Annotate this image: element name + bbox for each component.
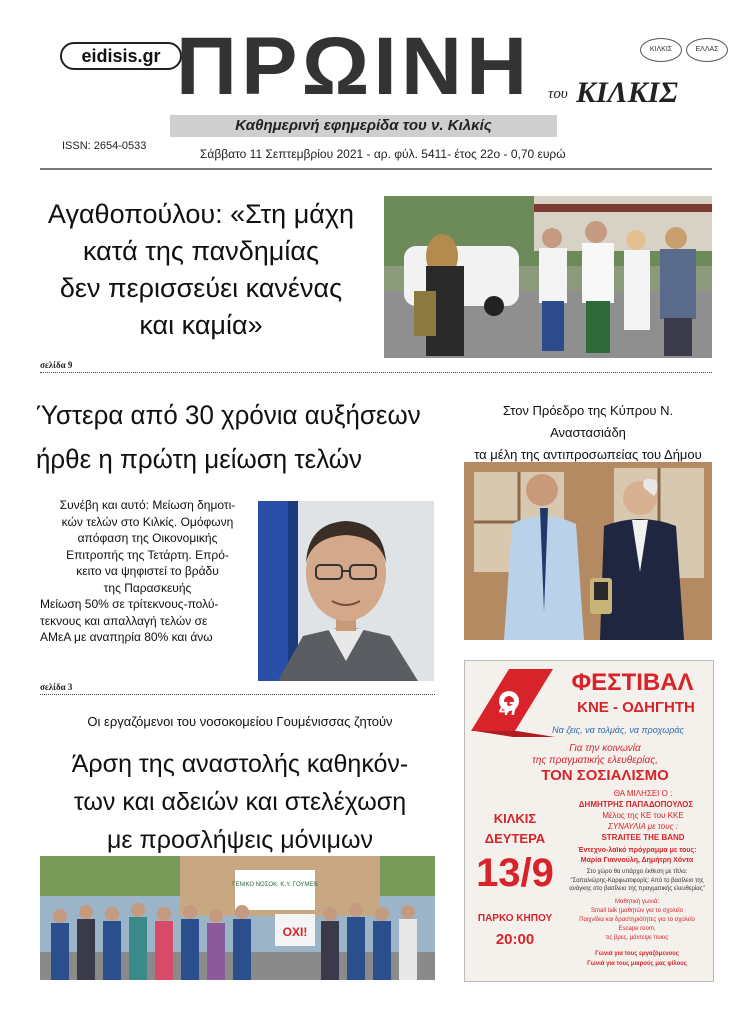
ad-performers: Μαρία Γιαννούλη, Δημήτρη Χόντα bbox=[580, 857, 694, 864]
ad-venue: ΠΑΡΚΟ ΚΗΠΟΥ bbox=[477, 913, 553, 924]
masthead-divider bbox=[40, 168, 712, 170]
story1-headline[interactable]: Αγαθοπούλου: «Στη μάχη κατά της πανδημίας δεν περισσεύει κανένας και καμία» bbox=[47, 199, 355, 340]
story3-banner-text: ΓΕΝΙΚΟ ΝΟΣΟΚ. Κ.Υ. ΓΟΥΜΕΝ bbox=[232, 882, 318, 888]
ad-cause: Για την κοινωνία bbox=[569, 743, 641, 754]
ad-book-event: Στο χώρο θα υπάρχει έκθεση με τίτλο: bbox=[586, 869, 688, 875]
cyprus-caption[interactable]: Στον Πρόεδρο της Κύπρου Ν. Αναστασιάδη τα μέλη της αντιπροσωπείας του Δήμου bbox=[474, 403, 702, 462]
festival-ad[interactable] bbox=[464, 660, 714, 982]
ad-day: ΔΕΥΤΕΡΑ bbox=[484, 831, 546, 846]
title-tou: του bbox=[548, 86, 568, 102]
story3-kicker: Οι εργαζόμενοι του νοσοκομείου Γουμένισσας ζητούν bbox=[87, 714, 393, 729]
ad-quiz: τις βρες, μάντεψε ποιος bbox=[605, 935, 669, 941]
ad-date: 13/9 bbox=[476, 851, 554, 895]
ad-program: Έντεχνο-λαϊκό πρόγραμμα με τους: bbox=[577, 847, 697, 854]
ad-speaker-role: Μέλος της ΚΕ του ΚΚΕ bbox=[602, 811, 684, 820]
story3-photo[interactable] bbox=[40, 856, 435, 980]
story2-page-ref[interactable]: σελίδα 3 bbox=[40, 682, 73, 692]
divider bbox=[40, 372, 712, 373]
title-place: ΚΙΛΚΙΣ bbox=[576, 76, 678, 109]
ad-students: Μαθητική γωνιά: bbox=[614, 899, 659, 905]
ad-food: Γωνιά για τους εργαζόμενους bbox=[595, 951, 679, 957]
ad-speaker: ΔΗΜΗΤΡΗΣ ΠΑΠΑΔΟΠΟΥΛΟΣ bbox=[578, 800, 694, 809]
divider bbox=[40, 694, 435, 695]
cyprus-photo[interactable] bbox=[464, 462, 712, 640]
postal-stamp-icon: ΕΛΛΑΣ bbox=[686, 38, 728, 62]
story3-headline[interactable]: Άρση της αναστολής καθηκόν- των και αδειών και στελέχωση με προσλήψεις μόνιμων bbox=[71, 750, 409, 854]
ad-talk: Small talk (μαθητών για το σχολείο bbox=[591, 908, 683, 914]
ad-food: Γωνιά για τους μικρούς μας φίλους bbox=[587, 961, 687, 967]
ad-city: ΚΙΛΚΙΣ bbox=[493, 811, 537, 826]
tagline: Καθημερινή εφημερίδα του ν. Κιλκίς bbox=[170, 115, 557, 137]
ad-time: 20:00 bbox=[495, 931, 535, 948]
ad-speaker-intro: ΘΑ ΜΙΛΗΣΕΙ Ο : bbox=[613, 789, 673, 798]
newspaper-title: ΠΡΩΙΝΗ bbox=[176, 21, 532, 112]
ad-book-title: "Σαπαλιώρης-Καρφωτοφορίς: Από το βασίλειο της ανάγκης στο βασίλειο της πραγματικής ελευθερίας" bbox=[569, 878, 705, 892]
story1-page-ref[interactable]: σελίδα 9 bbox=[40, 360, 73, 370]
postal-stamp-icon: ΚΙΛΚΙΣ bbox=[640, 38, 682, 62]
ad-concert: ΣΥΝΑΥΛΙΑ με τους : bbox=[608, 822, 678, 831]
svg-text:ΟΧΙ!: ΟΧΙ! bbox=[282, 925, 308, 939]
site-logo[interactable]: eidisis.gr bbox=[60, 42, 182, 70]
ad-slogan: Να ζεις, να τολμάς, να προχωράς bbox=[552, 725, 684, 735]
ad-games: Παιχνίδια και δραστηριότητες για το σχολείο bbox=[579, 917, 695, 923]
ad-cause: της πραγματικής ελευθερίας, bbox=[532, 755, 658, 766]
story2-body: Συνέβη και αυτό: Μείωση δημοτι- κών τελών στο Κιλκίς. Ομόφωνη απόφαση της Οικονομικής Επιτροπής της Τετάρτη. Επρό- κειτο να ψηφιστεί το βράδυ της Παρασκευής Μείωση 50% σε τρίτεκνους-πολύ- τεκνους και απαλλαγή τελών σε ΑΜεΑ με αναπηρία 80% και άνω bbox=[40, 498, 236, 644]
ad-number: 47 bbox=[498, 699, 520, 719]
story2-portrait[interactable] bbox=[258, 501, 434, 681]
ad-cause: ΤΟΝ ΣΟΣΙΑΛΙΣΜΟ bbox=[541, 767, 669, 784]
story2-headline[interactable]: Ύστερα από 30 χρόνια αυξήσεων ήρθε η πρώτη μείωση τελών bbox=[36, 400, 421, 474]
issn: ISSN: 2654-0533 bbox=[62, 140, 147, 152]
dateline: Σάββατο 11 Σεπτεμβρίου 2021 - αρ. φύλ. 5411- έτος 22ο - 0,70 ευρώ bbox=[200, 147, 566, 161]
ad-band: STRAITEE THE BAND bbox=[601, 833, 685, 842]
story1-photo[interactable] bbox=[384, 196, 712, 358]
ad-escape: Escape room, bbox=[618, 926, 656, 932]
ad-festival: ΦΕΣΤΙΒΑΛ bbox=[571, 669, 694, 696]
ad-org: ΚΝΕ - ΟΔΗΓΗΤΗ bbox=[577, 699, 695, 716]
